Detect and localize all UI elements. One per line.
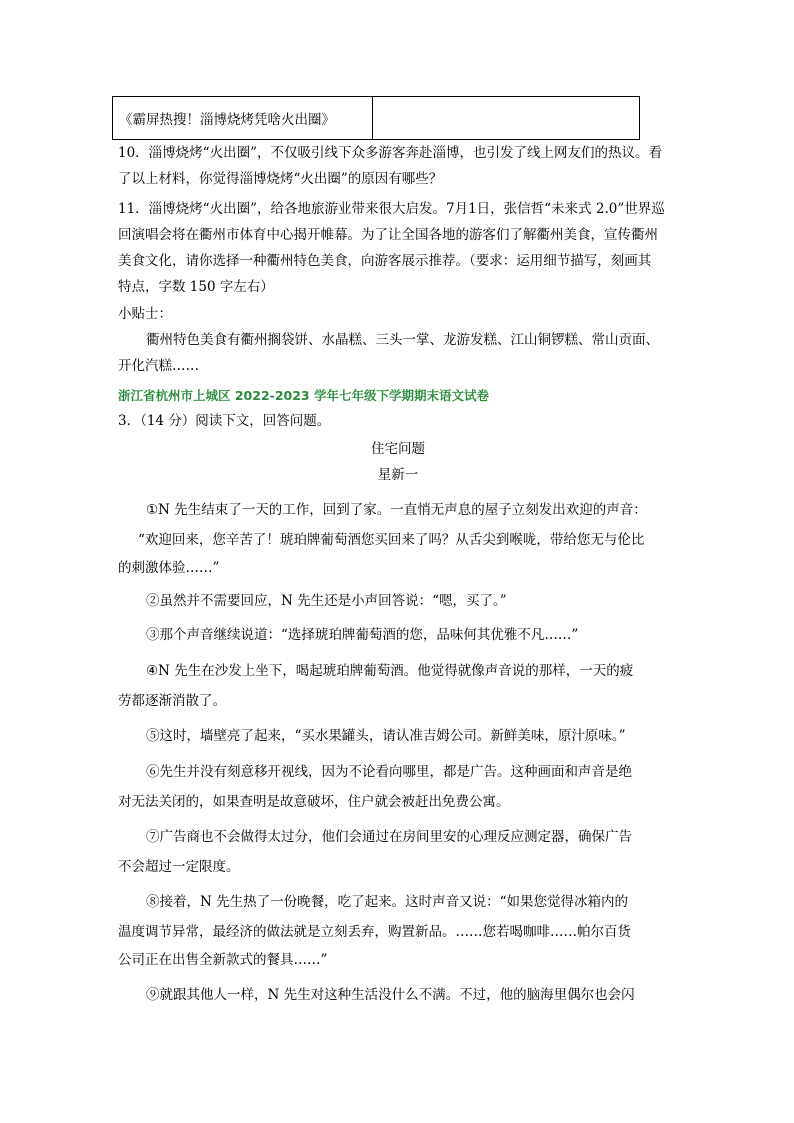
paragraph-5: ⑤这时，墙壁亮了起来，“买水果罐头，请认准吉姆公司。新鲜美味，原汁原味。” — [146, 728, 626, 744]
paragraph-9-line-1: ⑨就跟其他人一样，N 先生对这种生活没什么不满。不过，他的脑海里偶尔也会闪 — [146, 987, 635, 1003]
paragraph-4-line-1: ④N 先生在沙发上坐下，喝起琥珀牌葡萄酒。他觉得就像声音说的那样，一天的疲 — [146, 663, 634, 679]
question-11-line-1: 11．淄博烧烤“火出圈”，给各地旅游业带来很大启发。7月1日，张信哲“未来式 2.0”世界巡 — [118, 201, 665, 217]
paragraph-8-line-2: 温度调节异常，最经济的做法就是立刻丢弃，购置新品。……您若喝咖啡……帕尔百货 — [118, 924, 631, 940]
tip-body-line-2: 开化汽糕…… — [118, 358, 199, 374]
paragraph-7-line-1: ⑦广告商也不会做得太过分，他们会通过在房间里安的心理反应测定器，确保广告 — [146, 829, 632, 845]
paragraph-8-line-3: 公司正在出售全新款式的餐具……” — [118, 952, 328, 968]
question-10-line-2: 了以上材料，你觉得淄博烧烤“火出圈”的原因有哪些？ — [118, 171, 443, 187]
paragraph-4-line-2: 劳都逐渐消散了。 — [118, 693, 226, 709]
paragraph-1-line-2: “欢迎回来，您辛苦了！琥珀牌葡萄酒您买回来了吗？从舌尖到喉咙，带给您无与伦比 — [138, 532, 645, 548]
paragraph-7-line-2: 不会超过一定限度。 — [118, 859, 240, 875]
article-table — [112, 96, 640, 140]
story-author: 星新一 — [377, 467, 419, 483]
paragraph-8-line-1: ⑧接着，N 先生热了一份晚餐，吃了起来。这时声音又说：“如果您觉得冰箱内的 — [146, 894, 629, 910]
question-11-line-2: 回演唱会将在衢州市体育中心揭开帷幕。为了让全国各地的游客们了解衢州美食，宣传衢州 — [118, 227, 658, 243]
section-source-heading: 浙江省杭州市上城区 2022-2023 学年七年级下学期期末语文试卷 — [118, 388, 489, 403]
tip-body-line-1: 衢州特色美食有衢州搁袋饼、水晶糕、三头一掌、龙游发糕、江山铜锣糕、常山贡面、 — [146, 332, 659, 348]
paragraph-2: ②虽然并不需要回应，N 先生还是小声回答说：“嗯，买了。” — [146, 593, 507, 609]
paragraph-6-line-1: ⑥先生并没有刻意移开视线，因为不论看向哪里，都是广告。这种画面和声音是绝 — [146, 764, 632, 780]
paragraph-6-line-2: 对无法关闭的，如果查明是故意破坏，住户就会被赶出免费公寓。 — [118, 794, 510, 810]
question-11-line-4: 特点，字数 150 字左右） — [118, 279, 274, 295]
paragraph-1-line-1: ①N 先生结束了一天的工作，回到了家。一直悄无声息的屋子立刻发出欢迎的声音： — [146, 502, 647, 518]
story-title: 住宅问题 — [371, 441, 425, 457]
paragraph-3: ③那个声音继续说道：“选择琥珀牌葡萄酒的您，品味何其优雅不凡……” — [146, 627, 579, 643]
table-cell-article-title: 《霸屏热搜！淄博烧烤凭啥火出圈》 — [113, 97, 373, 139]
question-3-intro: 3．（14 分）阅读下文，回答问题。 — [118, 413, 331, 429]
table-cell-empty — [373, 97, 639, 139]
question-11-line-3: 美食文化，请你选择一种衢州特色美食，向游客展示推荐。（要求：运用细节描写，刻画其 — [118, 253, 652, 269]
tip-label: 小贴士： — [118, 306, 172, 322]
question-10-line-1: 10．淄博烧烤“火出圈”，不仅吸引线下众多游客奔赴淄博，也引发了线上网友们的热议。看 — [118, 145, 662, 161]
paragraph-1-line-3: 的刺激体验……” — [118, 560, 220, 576]
